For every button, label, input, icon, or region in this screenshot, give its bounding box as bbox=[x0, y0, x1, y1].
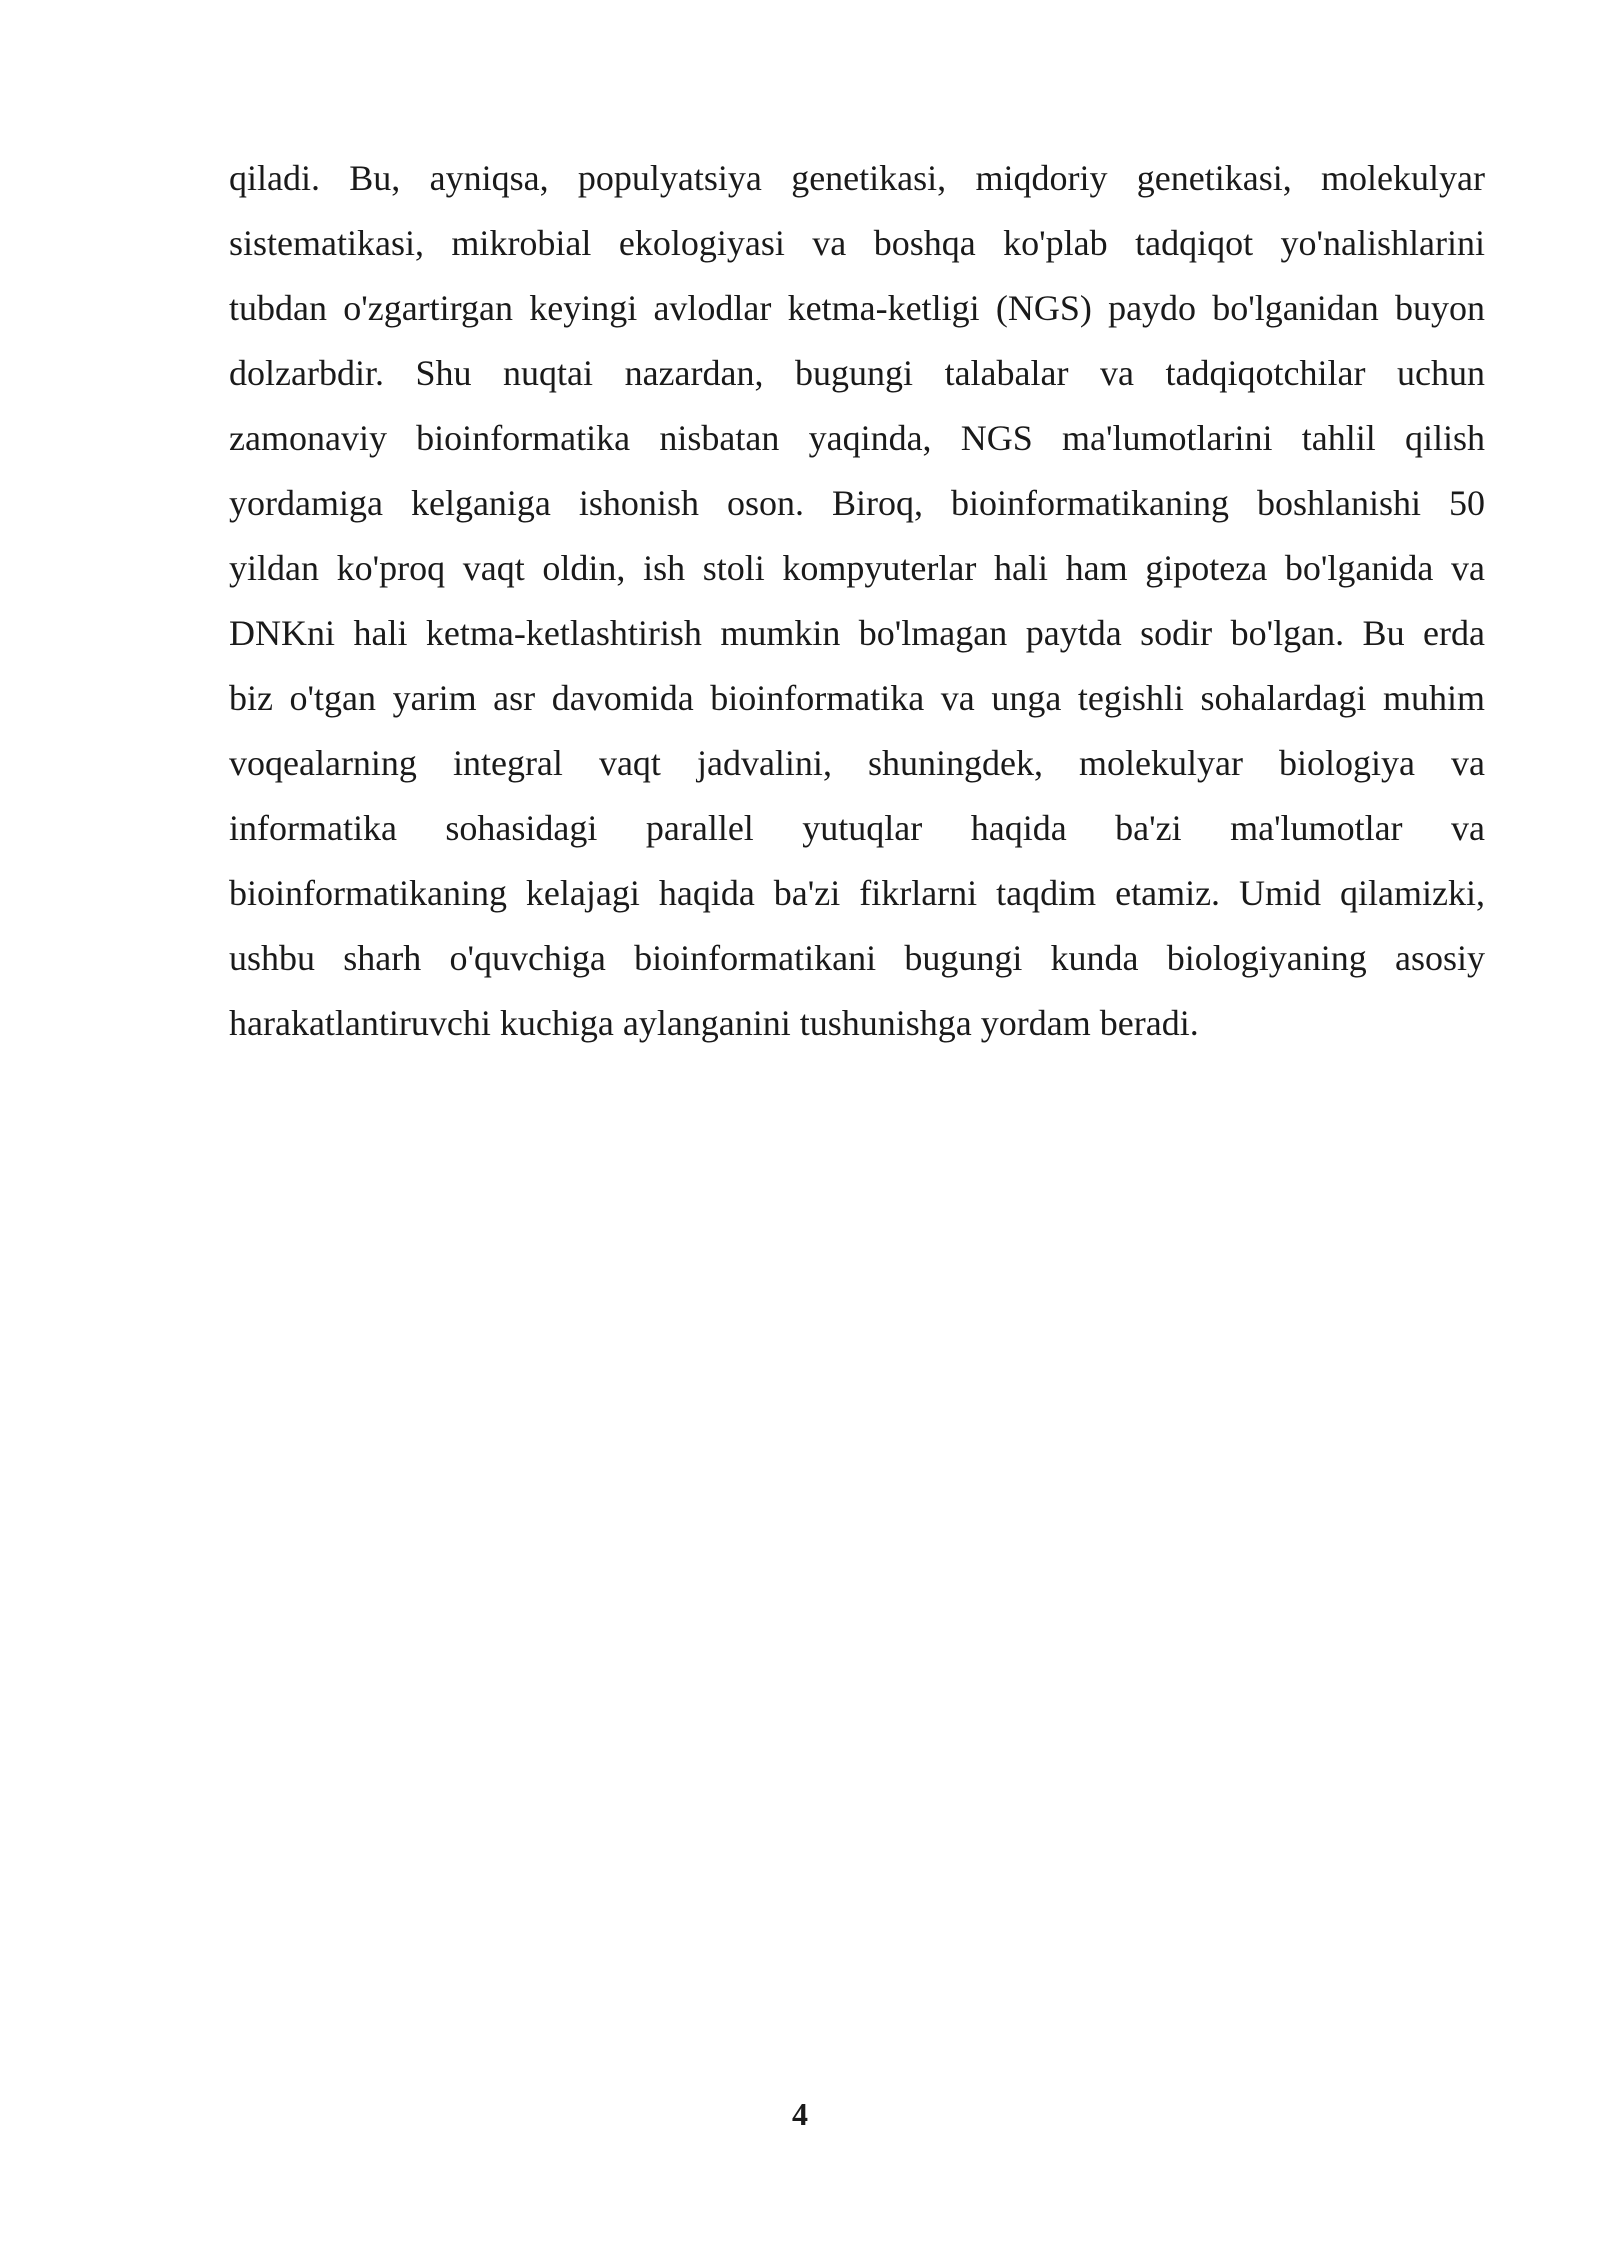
paragraph-line: DNKni hali ketma-ketlashtirish mumkin bo'lmagan paytda sodir bo'lgan. Bu erda bbox=[229, 613, 1485, 653]
body-paragraph bbox=[229, 148, 1485, 1058]
paragraph-line: bioinformatikaning kelajagi haqida ba'zi fikrlarni taqdim etamiz. Umid qilamizki, bbox=[229, 873, 1485, 913]
paragraph-line: zamonaviy bioinformatika nisbatan yaqinda, NGS ma'lumotlarini tahlil qilish bbox=[229, 418, 1485, 458]
paragraph-line: harakatlantiruvchi kuchiga aylanganini tushunishga yordam beradi. bbox=[229, 1003, 1199, 1043]
page-number: 4 bbox=[792, 2096, 808, 2132]
paragraph-line: informatika sohasidagi parallel yutuqlar haqida ba'zi ma'lumotlar va bbox=[229, 808, 1485, 848]
paragraph-line: yordamiga kelganiga ishonish oson. Biroq, bioinformatikaning boshlanishi 50 bbox=[229, 483, 1485, 523]
paragraph-line: biz o'tgan yarim asr davomida bioinformatika va unga tegishli sohalardagi muhim bbox=[229, 678, 1485, 718]
paragraph-line: voqealarning integral vaqt jadvalini, shuningdek, molekulyar biologiya va bbox=[229, 743, 1485, 783]
paragraph-line: tubdan o'zgartirgan keyingi avlodlar ketma-ketligi (NGS) paydo bo'lganidan buyon bbox=[229, 288, 1485, 328]
paragraph-line: dolzarbdir. Shu nuqtai nazardan, bugungi talabalar va tadqiqotchilar uchun bbox=[229, 353, 1485, 393]
paragraph-line: ushbu sharh o'quvchiga bioinformatikani bugungi kunda biologiyaning asosiy bbox=[229, 938, 1485, 978]
paragraph-line: qiladi. Bu, ayniqsa, populyatsiya genetikasi, miqdoriy genetikasi, molekulyar bbox=[229, 158, 1485, 198]
paragraph-line: sistematikasi, mikrobial ekologiyasi va boshqa ko'plab tadqiqot yo'nalishlarini bbox=[229, 223, 1485, 263]
paragraph-line: yildan ko'proq vaqt oldin, ish stoli kompyuterlar hali ham gipoteza bo'lganida va bbox=[229, 548, 1485, 588]
